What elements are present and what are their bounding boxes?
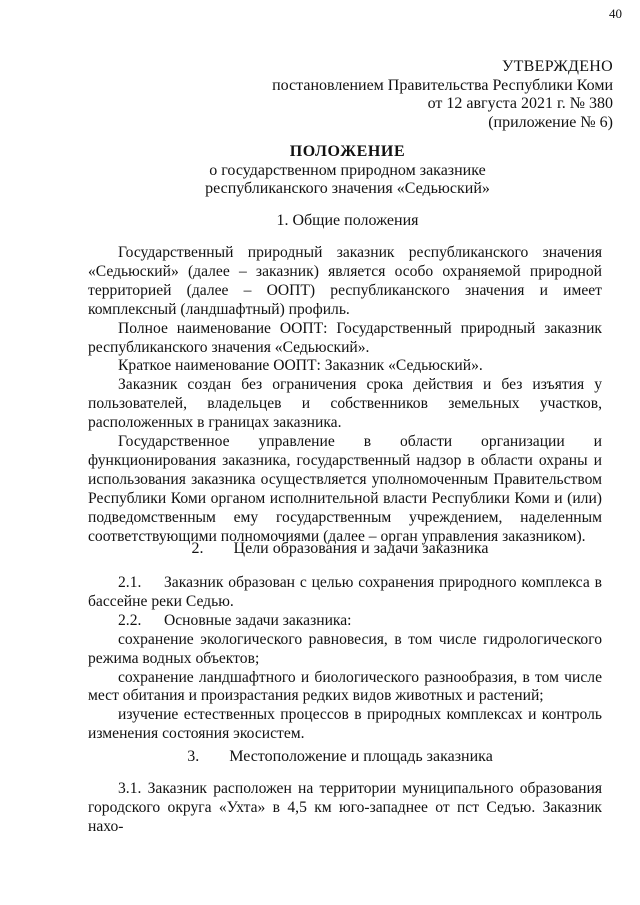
item-text: Заказник образован с целью сохранения природного комплекса в бассейне реки Седью. [88,574,602,610]
list-item: изучение естественных процессов в природных комплексах и контроль изменения состояния экосистем. [88,706,602,743]
paragraph: Полное наименование ООПТ: Государственный природный заказник республиканского значения «Седьюский». [88,319,602,356]
section-body [88,244,602,547]
document-subtitle: республиканского значения «Седьюский» [205,180,490,197]
section-body [88,574,602,744]
paragraph: Краткое наименование ООПТ: Заказник «Седьюский». [118,357,483,375]
section-title: Местоположение и площадь заказника [229,748,493,765]
list-item: сохранение ландшафтного и биологического разнообразия, в том числе мест обитания и произрастания редких видов животных и растений; [88,668,602,705]
item-number: 2.2. [118,611,142,629]
paragraph: Государственный природный заказник республиканского значения «Седьюский» (далее – заказник) является особо охраняемой природной территорией (далее – ООПТ) республиканского значения и имеет комплексный (ландшафтный) профиль. [88,244,602,318]
paragraph: Заказник создан без ограничения срока действия и без изъятия у пользователей, владельцев и собственников земельных участков, расположенных в границах заказника. [88,376,602,432]
document-heading: ПОЛОЖЕНИЕ [289,143,406,160]
approval-line: (приложение № 6) [488,113,613,131]
section-heading: 1. Общие положения [276,212,419,229]
section-title: Цели образования и задачи заказника [233,540,489,557]
section-heading [0,540,640,558]
paragraph: Государственное управление в области организации и функционирования заказника, государственный надзор в области охраны и использования заказника осуществляется уполномоченным Правительством Республики Коми органом исполнительной власти Республики Коми и (или) подведомственным ему государственным учреждением, наделенным соответствующими полномочиями (далее – орган управления заказником). [88,433,602,545]
document-subtitle: о государственном природном заказнике [209,161,486,179]
approval-line: постановлением Правительства Республики Коми [272,76,613,94]
section-number: 2. [191,540,204,557]
section-heading [0,748,640,766]
list-item: сохранение экологического равновесия, в том числе гидрологического режима водных объектов; [88,630,602,667]
document-title-block [0,143,640,199]
approval-title: УТВЕРЖДЕНО [501,58,613,75]
paragraph: 3.1. Заказник расположен на территории муниципального образования городского округа «Ухта» в 4,5 км юго-западнее от пст Седъю. Заказник нахо- [88,780,602,835]
item-text: Основные задачи заказника: [164,611,352,629]
paragraph [88,612,602,631]
section-number: 3. [187,748,200,765]
approval-line: от 12 августа 2021 г. № 380 [427,95,613,112]
approval-block [272,58,613,132]
item-number: 2.1. [118,574,142,591]
section-body [88,780,602,837]
page-number: 40 [609,6,622,21]
paragraph [88,574,602,612]
